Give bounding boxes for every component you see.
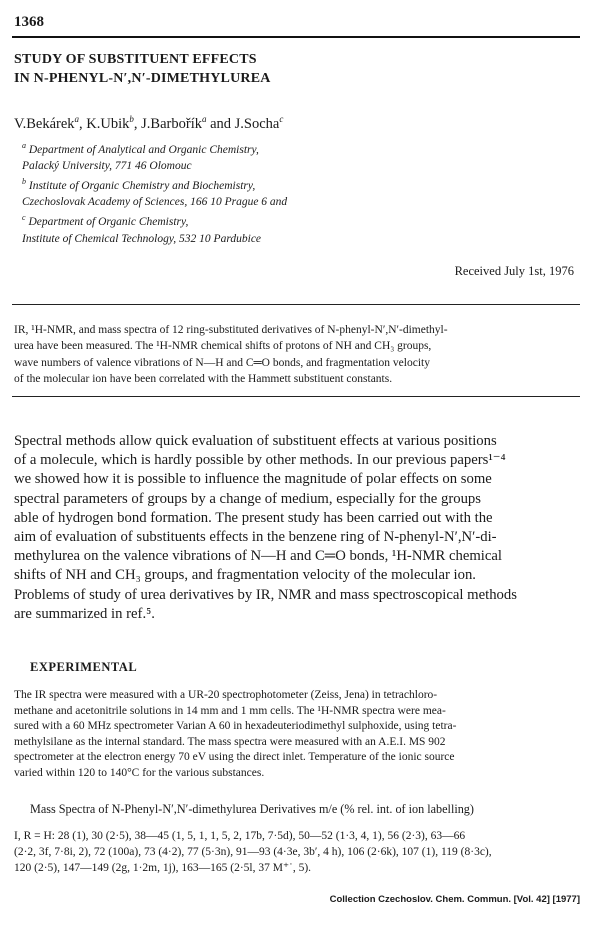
- author-separator: and: [206, 115, 235, 132]
- authors-line: [14, 114, 283, 133]
- intro-line: Problems of study of urea derivatives by IR, NMR and mass spectroscopical methods: [14, 586, 517, 603]
- intro-line: Spectral methods allow quick evaluation of substituent effects at various positions: [14, 433, 497, 449]
- affiliation-text: Department of Organic Chemistry,: [25, 216, 189, 229]
- affiliation-a-line-2: Palacký University, 771 46 Olomouc: [22, 160, 192, 173]
- author-separator: ,: [79, 115, 87, 132]
- abstract-bottom-rule: [12, 396, 580, 397]
- experimental-line: varied within 120 to 140°C for the various substances.: [14, 766, 265, 779]
- title-line-2: IN N-PHENYL-N′,N′-DIMETHYLUREA: [14, 71, 271, 86]
- experimental-line: methane and acetonitrile solutions in 14 mm and 1 mm cells. The ¹H-NMR spectra were mea-: [14, 704, 446, 717]
- intro-line: shifts of NH and CH₃ groups, and fragmentation velocity of the molecular ion.: [14, 567, 476, 584]
- intro-line: spectral parameters of groups by a change of medium, especially for the groups: [14, 490, 481, 507]
- intro-line: aim of evaluation of substituents effects in the benzene ring of N-phenyl-N′,N′-di-: [14, 529, 497, 546]
- abstract-line: wave numbers of valence vibrations of N—H and C═O bonds, and fragmentation velocity: [14, 356, 430, 369]
- introduction-paragraph: [14, 432, 582, 624]
- affiliation-mark: b: [22, 177, 26, 187]
- author-affiliation-mark: c: [279, 114, 284, 124]
- intro-line: we showed how it is possible to influence the magnitude of polar effects on some: [14, 471, 492, 488]
- mass-spectra-line: I, R = H: 28 (1), 30 (2·5), 38—45 (1, 5, 1, 1, 5, 2, 17b, 7·5d), 50—52 (1·3, 4, 1), 56 (2·3), 63—66: [14, 830, 466, 842]
- affiliation-c-line-1: [22, 210, 542, 230]
- affiliations: [22, 138, 542, 247]
- experimental-line: sured with a 60 MHz spectrometer Varian A 60 in hexadeuteriodimethyl sulphoxide, using tetra-: [14, 720, 457, 733]
- journal-footer: Collection Czechoslov. Chem. Commun. [Vol. 42] [1977]: [329, 894, 580, 905]
- experimental-heading: EXPERIMENTAL: [30, 660, 138, 674]
- author-name: J.Socha: [234, 115, 280, 132]
- affiliation-mark: c: [22, 213, 26, 223]
- affiliation-a-line-1: [22, 138, 542, 158]
- header-rule: [12, 36, 580, 38]
- abstract-top-rule: [12, 304, 580, 305]
- experimental-paragraph: [14, 688, 582, 782]
- intro-line: able of hydrogen bond formation. The present study has been carried out with the: [14, 509, 493, 526]
- abstract: [14, 322, 580, 388]
- abstract-line: IR, ¹H-NMR, and mass spectra of 12 ring-substituted derivatives of N-phenyl-N′,N′-dimethyl-: [14, 324, 448, 336]
- affiliation-b-line-2: Czechoslovak Academy of Sciences, 166 10 Prague 6 and: [22, 196, 288, 209]
- abstract-line: of the molecular ion have been correlated with the Hammett substituent constants.: [14, 373, 393, 386]
- mass-spectra-line: (2·2, 3f, 7·8i, 2), 72 (100a), 73 (4·2), 77 (5·3n), 91—93 (4·3e, 3b′, 4 h), 106 (2·6k), 107 (1), 119 (8·3c),: [14, 846, 492, 858]
- author-name: K.Ubik: [86, 115, 130, 132]
- experimental-line: methylsilane as the internal standard. The mass spectra were measured with an A.E.I. MS 902: [14, 735, 446, 748]
- intro-line: methylurea on the valence vibrations of N—H and C═O bonds, ¹H-NMR chemical: [14, 548, 502, 565]
- affiliation-text: Department of Analytical and Organic Chemistry,: [26, 143, 259, 156]
- article-title: [14, 50, 574, 88]
- received-date: Received July 1st, 1976: [454, 264, 574, 278]
- author-affiliation-mark: b: [129, 114, 134, 124]
- intro-line: of a molecule, which is hardly possible by other methods. In our previous papers¹⁻⁴: [14, 452, 506, 469]
- title-line-1: STUDY OF SUBSTITUENT EFFECTS: [14, 52, 257, 67]
- intro-line: are summarized in ref.⁵.: [14, 605, 155, 622]
- abstract-line: urea have been measured. The ¹H-NMR chemical shifts of protons of NH and CH₃ groups,: [14, 340, 432, 353]
- mass-spectra-caption: Mass Spectra of N-Phenyl-N′,N′-dimethylurea Derivatives m/e (% rel. int. of ion labelling): [30, 802, 474, 816]
- author-name: J.Barbořík: [141, 115, 202, 132]
- experimental-line: spectrometer at the electron energy 70 eV using the direct inlet. Temperature of the ionic source: [14, 751, 455, 764]
- affiliation-mark: a: [22, 141, 26, 150]
- mass-spectra-line: 120 (2·5), 147—149 (2g, 1·2m, 1j), 163—165 (2·5l, 37 M⁺˙, 5).: [14, 862, 312, 874]
- experimental-line: The IR spectra were measured with a UR-20 spectrophotometer (Zeiss, Jena) in tetrachloro-: [14, 689, 438, 701]
- mass-spectra-entry: [14, 828, 582, 876]
- page-number: 1368: [14, 14, 44, 30]
- affiliation-c-line-2: Institute of Chemical Technology, 532 10 Pardubice: [22, 232, 262, 245]
- author-affiliation-mark: a: [74, 114, 80, 124]
- author-name: V.Bekárek: [14, 115, 75, 132]
- author-separator: ,: [133, 115, 142, 132]
- affiliation-text: Institute of Organic Chemistry and Biochemistry,: [26, 180, 256, 193]
- affiliation-b-line-1: [22, 174, 542, 194]
- author-affiliation-mark: a: [201, 114, 207, 124]
